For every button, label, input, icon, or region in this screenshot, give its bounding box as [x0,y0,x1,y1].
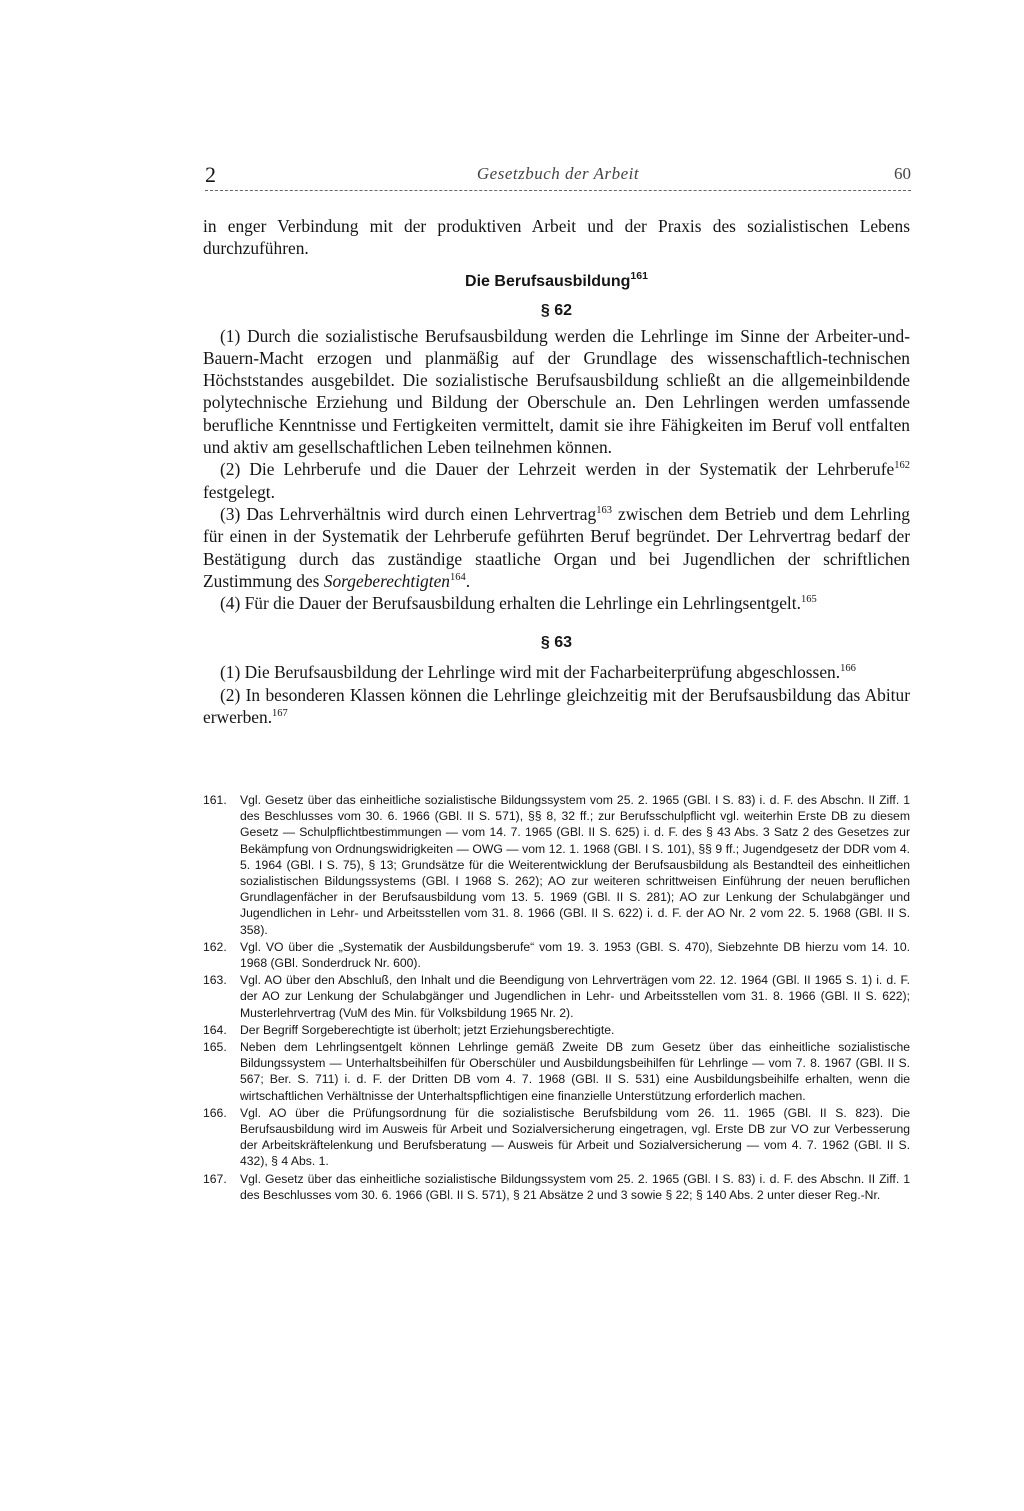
footnote-ref[interactable]: 163 [596,504,612,516]
footnote-number: 166. [203,1105,227,1120]
footnote-text: Vgl. AO über die Prüfungsordnung für die sozialistische Berufsbildung vom 26. 11. 1965 (GBl. II S. 823). Die Berufsausbildung wird im Ausweis für Arbeit und Sozialversicherung eingetragen, vgl. Erste DB zur VO zur Verbesserung der Arbeitskräftelenkung und Berufsberatung — Ausweis für Arbeit und Sozialversicherung — vom 4. 7. 1962 (GBl. II S. 432), § 4 Abs. 1. [240,1105,910,1169]
header-right-number: 60 [894,164,911,183]
footnote-item [203,939,910,971]
footnote-number: 167. [203,1171,227,1186]
footnote-number: 162. [203,939,227,954]
footnote-text: Vgl. Gesetz über das einheitliche sozialistische Bildungssystem vom 25. 2. 1965 (GBl. I S. 83) i. d. F. des Abschn. II Ziff. 1 des Beschlusses vom 30. 6. 1966 (GBl. II S. 571), § 21 Absätze 2 und 3 sowie § 22; § 140 Abs. 2 unter dieser Reg.-Nr. [240,1171,910,1202]
footnote-ref[interactable]: 165 [800,594,817,606]
footnotes [203,792,910,1204]
footnote-ref[interactable]: 162 [894,460,910,472]
footnote-ref[interactable]: 166 [840,663,856,675]
running-title: Gesetzbuch der Arbeit [476,164,640,183]
intro-paragraph: in enger Verbindung mit der produktiven Arbeit und der Praxis des sozialistischen Lebens durchzuführen. [203,216,910,259]
header-left-number: 2 [205,162,216,187]
footnote-number: 165. [203,1040,227,1055]
paragraph-63-heading: § 63 [540,634,573,652]
italic-term: Sorgeberechtigten [323,570,450,591]
paragraph-62-heading: § 62 [540,301,573,319]
footnote-ref[interactable]: 164 [449,571,466,583]
footnote-text: Vgl. AO über den Abschluß, den Inhalt und die Beendigung von Lehrverträgen vom 22. 12. 1964 (GBl. II 1965 S. 1) i. d. F. der AO zur Lenkung der Schulabgänger und Jugendlichen in Lehr- und Arbeitsstellen vom 31. 8. 1966 (GBl. II S. 622); Musterlehrvertrag (VuM des Min. für Volksbildung 1965 Nr. 2). [240,973,910,1020]
footnote-number: 163. [203,973,227,988]
paragraph-62-4: (4) Für die Dauer der Berufsausbildung erhalten die Lehrlinge ein Lehrlingsentgelt.$^{165}$ [220,593,817,614]
paragraph-63-2: (2) In besonderen Klassen können die Lehrlinge gleichzeitig mit der Berufsausbildung das Abitur erwerben.$^{167}$ [203,684,910,728]
main-text [203,215,910,728]
footnote-item [203,972,910,1021]
paragraph-62-2: (2) Die Lehrberufe und die Dauer der Lehrzeit werden in der Systematik der Lehrberufe$^{162}$ festgelegt. [203,459,910,502]
footnote-item [203,1022,910,1038]
footnote-text: Vgl. VO über die „Systematik der Ausbildungsberufe“ vom 19. 3. 1953 (GBl. S. 470), Siebzehnte DB hierzu vom 14. 10. 1968 (GBl. Sonderdruck Nr. 600). [240,939,910,971]
footnote-ref[interactable]: 161 [630,269,648,282]
footnote-number: 161. [203,793,227,807]
section-title-text: Die Berufsausbildung [465,272,631,290]
section-title [203,271,910,293]
paragraph-62-3: (3) Das Lehrverhältnis wird durch einen Lehrvertrag$^{163}$ zwischen dem Betrieb und dem Lehrling für einen in der Systematik der Lehrberufe geführten Beruf begründet. Der Lehrvertrag bedarf der Bestätigung durch das zuständige staatliche Organ und bei Jugendlichen der schriftlichen Zustimmung des Sorgeberechtigten$^{164}$. [203,503,910,591]
footnote-text: Der Begriff Sorgeberechtigte ist überholt; jetzt Erziehungsberechtigte. [240,1022,615,1037]
paragraph-62-1: (1) Durch die sozialistische Berufsausbildung werden die Lehrlinge im Sinne der Arbeiter-und-Bauern-Macht erzogen und planmäßig auf der Grundlage des wissenschaftlich-technischen Höchststandes ausgebildet. Die sozialistische Berufsausbildung schließt an die allgemeinbildende polytechnische Erziehung und Bildung der Oberschule an. Den Lehrlingen werden umfassende berufliche Kenntnisse und Fertigkeiten vermittelt, damit sie ihre Fähigkeiten im Beruf voll entfalten und aktiv am gesellschaftlichen Leben teilnehmen können. [203,325,910,458]
footnote-text: Vgl. Gesetz über das einheitliche sozialistische Bildungssystem vom 25. 2. 1965 (GBl. I S. 83) i. d. F. des Abschn. II Ziff. 1 des Beschlusses vom 30. 6. 1966 (GBl. II S. 571), §§ 8, 32 ff.; zur Berufsschulpflicht vgl. weiterhin Erste DB zu diesem Gesetz — Schulpflichtbestimmungen — vom 14. 7. 1965 (GBl. II S. 625) i. d. F. des § 43 Abs. 3 Satz 2 des Gesetzes zur Bekämpfung von Ordnungswidrigkeiten — OWG — vom 12. 1. 1968 (GBl. I S. 101), §§ 9 ff.; Jugendgesetz der DDR vom 4. 5. 1964 (GBl. I S. 75), § 13; Grundsätze für die Weiterentwicklung der Berufsausbildung als Bestandteil des einheitlichen sozialistischen Bildungssystems (GBl. I 1968 S. 262); AO zur weiteren schrittweisen Einführung der neuen beruflichen Grundlagenfächer in der Berufsausbildung vom 13. 5. 1969 (GBl. II S. 281); AO zur Lenkung der Schulabgänger und Jugendlichen in Lehr- und Arbeitsstellen vom 31. 8. 1966 (GBl. II S. 622) i. d. F. der AO Nr. 2 vom 22. 5. 1968 (GBl. II S. 358). [240,793,910,937]
running-header [205,160,911,191]
footnote-item [203,792,910,938]
footnote-number: 164. [203,1022,227,1037]
footnote-ref[interactable]: 167 [272,708,288,720]
paragraph-63-1: (1) Die Berufsausbildung der Lehrlinge wird mit der Facharbeiterprüfung abgeschlossen.$^{166}$ [220,662,856,683]
footnote-text: Neben dem Lehrlingsentgelt können Lehrlinge gemäß Zweite DB zum Gesetz über das einheitliche sozialistische Bildungssystem — Unterhaltsbeihilfen für Oberschüler und Ausbildungsbeihilfen für Lehrlinge — vom 7. 8. 1967 (GBl. II S. 567; Ber. S. 711) i. d. F. der Dritten DB vom 4. 7. 1968 (GBl. II S. 531) eine Ausbildungsbeihilfe erhalten, wenn die wirtschaftlichen Verhältnisse der Unterhaltspflichtigen eine finanzielle Unterstützung erforderlich machen. [240,1040,910,1103]
footnote-item [203,1039,910,1104]
footnote-item [203,1171,910,1203]
footnote-item [203,1105,910,1170]
